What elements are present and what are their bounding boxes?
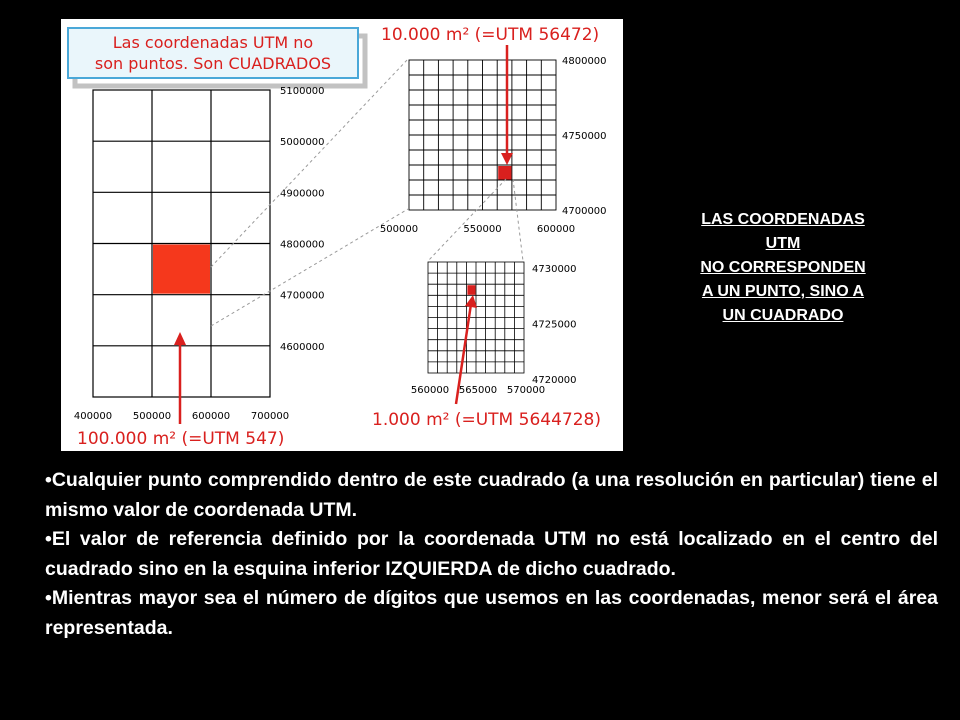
medium-grid-caption: 10.000 m² (=UTM 56472) (381, 25, 600, 45)
side-title-line: A UN PUNTO, SINO A (701, 283, 865, 300)
utm-diagram (61, 19, 623, 451)
bullet-item: •El valor de referencia definido por la coordenada UTM no está localizado en el centro del cuadrado sino en la esquina inferior IZQUIERDA de dicho cuadrado. (45, 528, 938, 580)
medium-grid (409, 60, 556, 210)
small-grid-y-label: 4730000 (532, 264, 577, 275)
big-grid-x-label: 600000 (191, 411, 231, 422)
medium-grid-x-label: 600000 (536, 224, 576, 235)
bullet-item: •Cualquier punto comprendido dentro de este cuadrado (a una resolución en particular) tiene el mismo valor de coordenada UTM. (45, 469, 938, 521)
side-title (668, 208, 898, 328)
small-grid-x-label: 565000 (458, 385, 498, 396)
small-grid-y-label: 4725000 (532, 319, 577, 331)
figure-title-line1: Las coordenadas UTM no (112, 33, 314, 52)
small-grid (428, 262, 524, 373)
bullet-item: •Mientras mayor sea el número de dígitos que usemos en las coordenadas, menor será el área representada. (45, 587, 938, 639)
medium-grid-y-label: 4750000 (562, 131, 607, 142)
side-title-line: UTM (765, 235, 801, 252)
big-grid-y-label: 4700000 (280, 290, 325, 302)
medium-grid-x-label: 500000 (379, 224, 419, 235)
utm-figure (61, 19, 623, 451)
big-grid-x-label: 700000 (250, 411, 290, 422)
big-grid-y-label: 5100000 (280, 86, 325, 97)
big-grid-y-label: 4600000 (280, 341, 325, 353)
big-grid-caption: 100.000 m² (=UTM 547) (77, 429, 285, 449)
big-grid-y-label: 4800000 (280, 239, 325, 251)
small-grid-x-label: 570000 (506, 385, 546, 396)
big-grid-x-label: 500000 (132, 411, 172, 422)
big-grid-y-label: 5000000 (280, 137, 325, 149)
side-title-line: NO CORRESPONDEN (700, 259, 866, 276)
small-grid-x-label: 560000 (410, 385, 450, 396)
big-grid-x-label: 400000 (73, 411, 113, 422)
small-grid-highlight-cell (467, 285, 475, 295)
medium-grid-y-label: 4700000 (562, 206, 607, 217)
medium-grid-y-label: 4800000 (562, 56, 607, 67)
big-grid-y-label: 4900000 (280, 188, 325, 200)
figure-title-box (68, 28, 365, 86)
medium-grid-x-label: 550000 (463, 224, 502, 235)
big-grid-highlight-cell (153, 245, 210, 294)
figure-title-line2: son puntos. Son CUADRADOS (94, 54, 332, 73)
side-title-line: UN CUADRADO (722, 307, 844, 324)
small-grid-caption: 1.000 m² (=UTM 5644728) (372, 410, 601, 430)
side-title-line: LAS COORDENADAS (701, 211, 865, 228)
bullet-list (45, 466, 938, 643)
medium-grid-highlight-cell (498, 166, 511, 180)
big-grid (93, 90, 270, 397)
small-grid-y-label: 4720000 (532, 375, 577, 386)
